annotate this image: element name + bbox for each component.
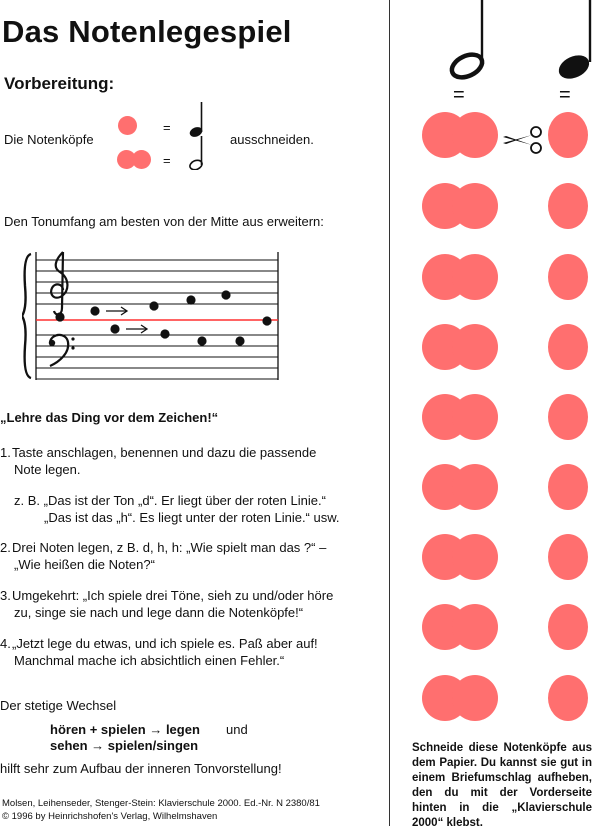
page-title: Das Notenlegespiel xyxy=(2,14,292,49)
single-notehead-sample xyxy=(118,116,137,135)
equals-sign: = xyxy=(163,153,171,168)
step-line: Umgekehrt: „Ich spiele drei Töne, sieh zu und/oder höre xyxy=(12,588,334,603)
motto: „Lehre das Ding vor dem Zeichen!“ xyxy=(0,410,219,425)
step-number: 1. xyxy=(0,445,11,460)
footer-line: Molsen, Leihenseder, Stenger-Stein: Klavierschule 2000. Ed.-Nr. N 2380/81 xyxy=(2,798,320,809)
change-line-2: sehen → spielen/singen xyxy=(50,738,199,753)
double-notehead-sample-right xyxy=(132,150,151,169)
step-line: Drei Noten legen, z B. d, h, h: „Wie spielt man das ?“ – xyxy=(12,540,327,555)
range-text: Den Tonumfang am besten von der Mitte aus erweitern: xyxy=(4,214,324,229)
quarter-note-icon xyxy=(552,0,600,90)
step-4 xyxy=(0,635,318,669)
change-intro: Der stetige Wechsel xyxy=(0,698,117,713)
step-line: „Wie heißen die Noten?“ xyxy=(14,557,155,572)
single-notehead-cutout xyxy=(548,394,588,440)
cut-panel-instruction: Schneide diese Notenköpfe aus dem Papier. Du kannst sie gut in einem Briefumschlag aufheben, den du mit der Vorderseite hinten in die „Klavierschule 2000“ klebst. xyxy=(412,742,592,829)
treble-clef-icon xyxy=(51,252,67,314)
preparation-heading: Vorbereitung: xyxy=(4,74,115,93)
step-2 xyxy=(0,539,326,573)
step-line: „Jetzt lege du etwas, und ich spiele es. Paß aber auf! xyxy=(12,636,318,651)
change-and: und xyxy=(226,722,248,737)
single-notehead-cutout xyxy=(548,254,588,300)
noteheads-label: Die Notenköpfe xyxy=(4,132,94,147)
step-number: 2. xyxy=(0,540,11,555)
single-notehead-cutout xyxy=(548,534,588,580)
single-notehead-cutout xyxy=(548,464,588,510)
step-line: Note legen. xyxy=(14,462,81,477)
change-line-1: hören + spielen → legen xyxy=(50,722,200,737)
step-line: zu, singe sie nach und lege dann die Notenköpfe!“ xyxy=(14,605,304,620)
footer-line: © 1996 by Heinrichshofen's Verlag, Wilhelmshaven xyxy=(2,811,218,822)
single-notehead-cutout xyxy=(548,604,588,650)
step-3 xyxy=(0,587,333,621)
footer xyxy=(2,797,320,823)
equals-sign: = xyxy=(559,84,571,106)
cut-instruction: ausschneiden. xyxy=(230,132,314,147)
step-line: Taste anschlagen, benennen und dazu die passende xyxy=(12,445,317,460)
cut-line xyxy=(389,0,390,826)
equals-sign: = xyxy=(453,84,465,106)
quarter-and-half-note-icon xyxy=(185,100,209,170)
single-notehead-cutout xyxy=(548,112,588,158)
single-notehead-cutout xyxy=(548,183,588,229)
half-note-icon xyxy=(440,0,490,90)
step-number: 4. xyxy=(0,636,11,651)
change-outro: hilft sehr zum Aufbau der inneren Tonvorstellung! xyxy=(0,761,282,776)
grand-staff xyxy=(22,250,284,382)
step-line: Manchmal mache ich absichtlich einen Fehler.“ xyxy=(14,653,285,668)
example-line: „Das ist das „h“. Es liegt unter der roten Linie.“ usw. xyxy=(44,510,340,525)
brace-icon xyxy=(22,254,31,378)
single-notehead-cutout xyxy=(548,675,588,721)
bass-clef-icon xyxy=(49,335,75,366)
step-number: 3. xyxy=(0,588,11,603)
step-example xyxy=(14,492,340,526)
scissors-icon xyxy=(500,125,544,155)
example-line: z. B. „Das ist der Ton „d“. Er liegt über der roten Linie.“ xyxy=(14,493,326,508)
step-1 xyxy=(0,444,316,478)
equals-sign: = xyxy=(163,120,171,135)
single-notehead-cutout xyxy=(548,324,588,370)
